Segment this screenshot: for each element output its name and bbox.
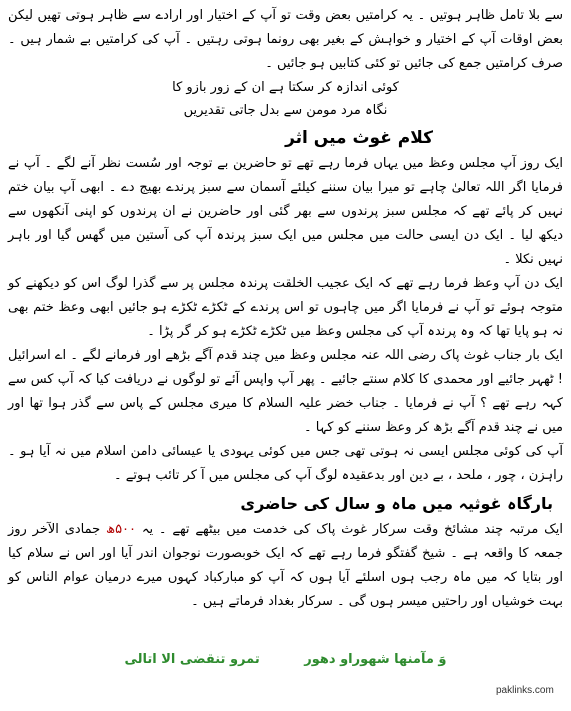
heading-kalam: کلام غوث میں اثر (285, 128, 433, 148)
poem-line-1: کوئی اندازہ کر سکتا ہے ان کے زور بازو کا (172, 80, 399, 95)
site-watermark: paklinks.com (496, 685, 554, 696)
kalam-paragraph-2: ایک دن آپ وعظ فرما رہے تھے کہ ایک عجیب الخلقت پرندہ مجلس پر سے گذرا لوگ اس کو دیکھنے کو متوجہ ہوئے تو آپ نے فرمایا اگر میں چاہوں تو اس پرندے کے ٹکڑے ٹکڑے ہو جائیں ابھی وعظ ختم بھی نہ ہو پایا تھا کہ وہ پرندہ آپ کی مجلس وعظ میں ٹکڑے ٹکڑے ہو کر گر پڑا ۔ (8, 276, 563, 339)
bargah-text-part-1: ایک مرتبہ چند مشائخ وقت سرکار غوث پاک کی خدمت میں بیٹھے تھے ۔ یہ (136, 522, 563, 537)
bargah-date: ۵۰۰ھ (106, 522, 137, 537)
kalam-paragraph-3: ایک بار جناب غوث پاک رضی اللہ عنہ مجلس وعظ میں چند قدم آگے بڑھے اور فرمانے لگے ۔ اے اسرائیل ! ٹھہر جائیے اور محمدی کا کلام سنتے جائیے ۔ پھر آپ واپس آئے تو لوگوں نے دریافت کیا کہ آپ کس سے کہہ رہے تھے ؟ آپ نے فرمایا ۔ جناب خضر علیہ السلام کا میری مجلس کے پاس سے گذر ہوا تھا اور میں نے چند قدم آگے بڑھ کر وعظ سننے کو کہا ۔ (8, 348, 563, 435)
closing-verse (0, 650, 571, 670)
kalam-paragraph-1: ایک روز آپ مجلس وعظ میں یہاں فرما رہے تھے تو حاضرین بے توجہ اور سُست نظر آنے لگے ۔ آپ نے فرمایا اگر اللہ تعالیٰ چاہے تو میرا بیان سننے کیلئے آسمان سے سبز پرندے بھیج دے ۔ ابھی آپ بیان ختم نہیں کر پائے تھے کہ مجلس سبز پرندوں سے بھر گئی اور حاضرین نے ان پرندوں کو اپنی آنکھوں سے دیکھ لیا ۔ ایک دن ایسی حالت میں مجلس میں ایک سبز پرندہ آپ کی آستین میں گھس گیا اور باہر نہیں نکلا ۔ (8, 156, 563, 267)
bargah-paragraph (8, 518, 563, 614)
poem-line-2: نگاہ مرد مومن سے بدل جاتی تقدیریں (183, 103, 388, 118)
closing-verse-left: تمرو تنقضى الا اتالى (124, 652, 260, 667)
closing-verse-right: وَ مآمنها شهوراو دهور (304, 652, 447, 667)
bargah-text-part-2: جمادی الآخر روز جمعہ کا واقعہ ہے ۔ شیخ گفتگو فرما رہے تھے کہ ایک خوبصورت نوجوان اندر آیا اور اس نے سلام کیا اور بتایا کہ میں ماہ رجب ہوں اسلئے آیا ہوں کہ آپ کو مبارکباد کہوں میرے درمیان عوام الناس کو بہت خوشیاں اور راحتیں میسر ہوں گی ۔ سرکار بغداد فرماتے ہیں ۔ (8, 522, 563, 609)
heading-bargah: بارگاہ غوثیہ میں ماہ و سال کی حاضری (240, 494, 553, 513)
intro-paragraph: سے بلا تامل ظاہر ہوتیں ۔ یہ کرامتیں بعض وقت تو آپ کے اختیار اور ارادے سے ظاہر ہوتی تھیں لیکن بعض اوقات آپ کے اختیار و خواہش کے بغیر بھی رونما ہوتی رہتیں ۔ آپ کی کرامتیں بے شمار ہیں ۔ صرف کرامتیں جمع کی جائیں تو کئی کتابیں ہو جائیں ۔ (8, 8, 563, 71)
kalam-paragraph-4: آپ کی کوئی مجلس ایسی نہ ہوتی تھی جس میں کوئی یہودی یا عیسائی دامن اسلام میں نہ آیا ہو ۔ راہزن ، چور ، ملحد ، بے دین اور بدعقیدہ لوگ آپ کی مجلس میں آ کر تائب ہوتے ۔ (8, 444, 563, 483)
